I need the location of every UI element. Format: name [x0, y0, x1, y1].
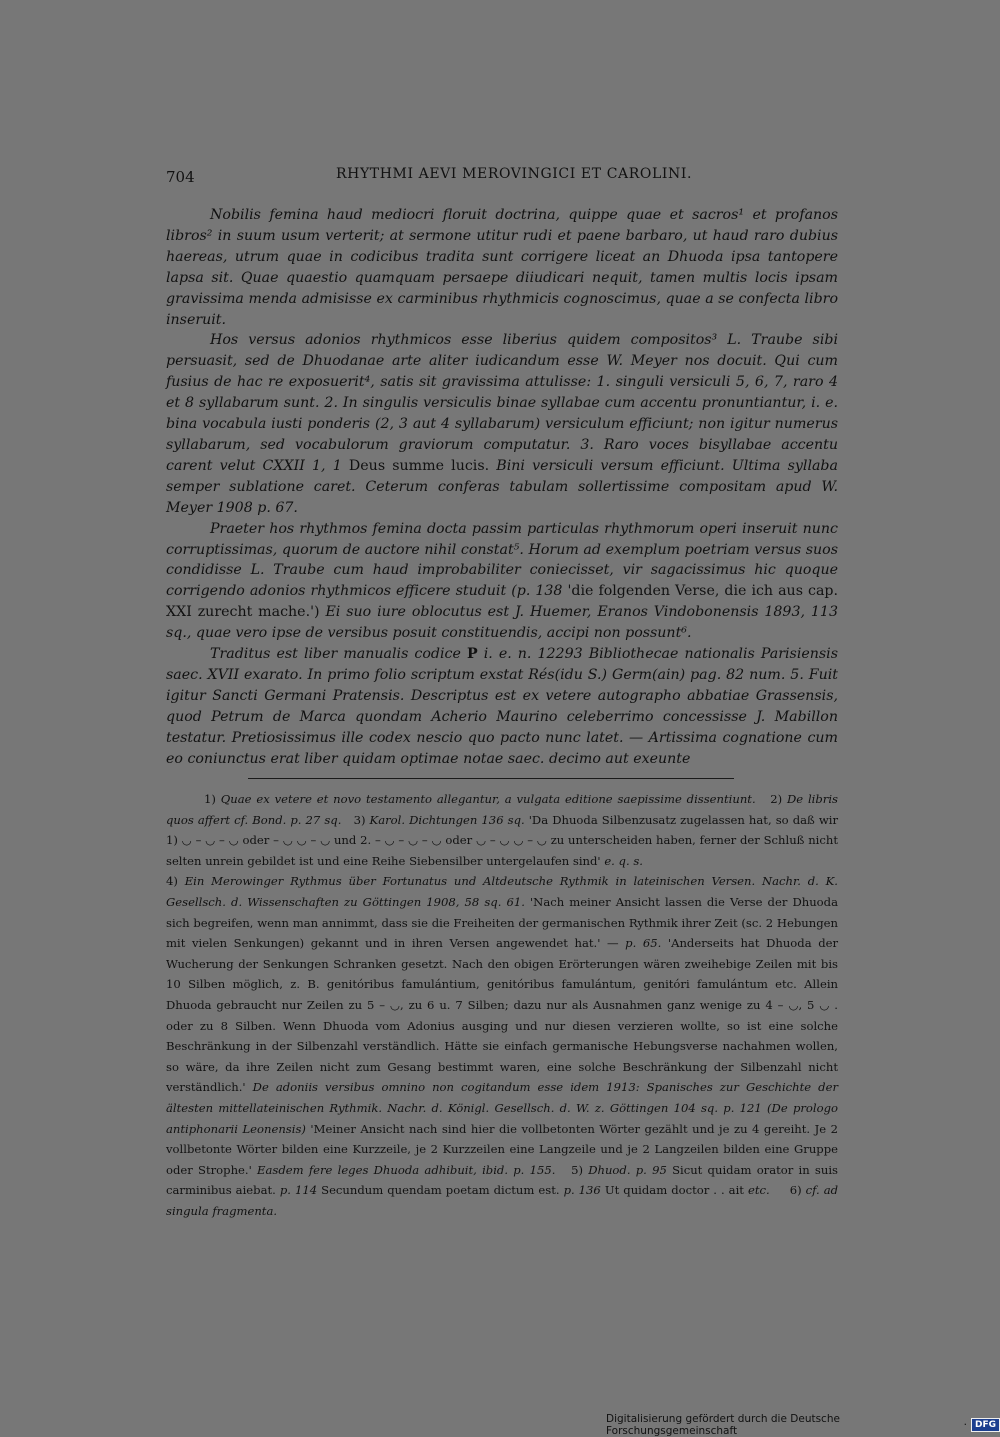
footnote-5-ref-3: p. 136: [563, 1183, 601, 1198]
paragraph-2: [166, 330, 838, 518]
footnote-number: 3): [353, 812, 366, 827]
footnote-block: [166, 789, 838, 1221]
running-title: RHYTHMI AEVI MEROVINGICI ET CAROLINI.: [336, 166, 693, 182]
footnote-4-ref-2: De adoniis versibus omnino non cogitandum esse idem 1913: Spanisches zur Geschichte der ältesten mittellateinischen Rythmik. Nachr. d. Königl. Gesellsch. d. W. z. Göttingen 104 sq. p. 121 (De prologo antiphonarii Leonensis): [166, 1080, 839, 1136]
german-quote: 'die folgenden Verse, die ich aus cap. XXI zurecht mache.'): [166, 583, 839, 621]
footnote-3-end: e. q. s.: [604, 853, 643, 868]
main-text: [166, 205, 838, 769]
footnote-5-text-1: Sicut quidam orator in suis carminibus aiebat.: [166, 1162, 839, 1198]
footnote-divider: [248, 778, 734, 779]
paragraph-4-text-a: Traditus est liber manualis codice: [210, 646, 461, 663]
footnote-number: 5): [571, 1162, 583, 1177]
footnote-number: 4): [166, 874, 178, 889]
footnote-4-page: p. 65.: [625, 936, 662, 951]
footnote-4-ref: Ein Merowinger Rythmus über Fortunatus und Altdeutsche Rythmik in lateinischen Versen. Nachr. d. K. Gesellsch. d. Wissenschaften zu Göttingen 1908, 58 sq. 61.: [166, 874, 838, 909]
footnote-1: Quae ex vetere et novo testamento allegantur, a vulgata editione saepissime dissentiunt.: [220, 792, 756, 806]
footnote-number: 6): [789, 1183, 802, 1198]
dfg-logo-icon: DFG: [971, 1418, 1000, 1432]
footnote-4-quote-2: 'Anderseits hat Dhuoda der Wucherung der Senkungen Schranken gesetzt. Nach den obigen Erörterungen wären zweihebige Zeilen mit bis 10 Silben möglich, z. B. genitóribus famulántium, genitóribus famulántum, genitóri famulántum etc. Allein Dhuoda gebraucht nur Zeilen zu 5 – ◡, zu 6 u. 7 Silben; dazu nur als Ausnahmen ganz wenige zu 4 – ◡, 5 ◡ . oder zu 8 Silben. Wenn Dhuoda vom Adonius ausging und nur diesen verzieren wollte, so ist eine solche Beschränkung in der Silbenzahl verständlich. Hätte sie einfach germanische Hebungsverse nachahmen wollen, so wäre, da ihre Zeilen nicht zum Gesang bestimmt waren, eine solche Beschränkung der Silbenzahl nicht verständlich.': [166, 936, 839, 1095]
footnote-3-ref: Karol. Dichtungen 136 sq.: [369, 812, 525, 827]
manuscript-siglum: P: [466, 646, 478, 663]
footnote-number: 2): [770, 792, 783, 806]
paragraph-4: [166, 644, 838, 769]
paragraph-2-text-b: Bini versiculi versum efficiunt. Ultima syllaba semper sublatione caret. Ceterum conferas tabulam sollertissime compositam apud W. Meyer 1908 p. 67.: [166, 457, 838, 516]
footnote-number: 1): [204, 792, 216, 806]
footnote-4-quote-3: 'Meiner Ansicht nach sind hier die vollbetonten Wörter gezählt und je zu 4 gereiht. Je 2 vollbetonte Wörter bilden eine Kurzzeile, je 2 Kurzzeilen eine Langzeile und je 2 Langzeilen bilden eine Gruppe oder Strophe.': [166, 1121, 838, 1177]
footnote-6: cf. ad singula fragmenta.: [166, 1183, 839, 1218]
footnote-5-ref-2: p. 114: [279, 1183, 318, 1198]
paragraph-3-text-a: Praeter hos rhythmos femina docta passim particulas rhythmorum operi inseruit nunc corruptissimas, quorum de auctore nihil constat⁵. Horum ad exemplum poetriam versus suos condidisse L. Traube cum haud improbabiliter coniecisset, vir sagacissimus hic quoque corrigendo adonios rhythmicos efficere studuit (p. 138: [166, 520, 838, 600]
footnote-4-quote: 'Nach meiner Ansicht lassen die Verse der Dhuoda sich begreifen, wenn man annimmt, dass sie die Freiheiten der germanischen Rythmik ihrer Zeit (sc. 2 Hebungen mit vielen Senkungen) gekannt und in ihren Versen angewendet hat.' —: [166, 894, 838, 951]
quoted-verse: Deus summe lucis.: [348, 457, 490, 474]
paragraph-3: [166, 519, 838, 644]
footnote-5-text-3: Ut quidam doctor . . ait: [604, 1183, 744, 1198]
footnote-5-text-2: Secundum quendam poetam dictum est.: [321, 1183, 560, 1198]
footnotes: [166, 789, 838, 1221]
paragraph-1: Nobilis femina haud mediocri floruit doctrina, quippe quae et sacros¹ et profanos libros² in suum usum verterit; at sermone utitur rudi et paene barbaro, ut haud raro dubius haereas, utrum quae in codicibus tradita sunt corrigere liceat an Dhuoda ipsa tantopere lapsa sit. Quae quaestio quamquam persaepe diiudicari nequit, tamen multis locis ipsam gravissima menda admisisse ex carminibus rhythmicis cognoscimus, quae a se confecta libro inseruit.: [166, 207, 838, 328]
digitization-credit: Digitalisierung gefördert durch die Deutsche Forschungsgemeinschaft · DFG: [606, 1413, 1000, 1437]
footnote-5-ref-1: Dhuod. p. 95: [588, 1162, 667, 1177]
paragraph-3-text-b: Ei suo iure oblocutus est J. Huemer, Eranos Vindobonensis 1893, 113 sq., quae vero ipse de versibus posuit constituendis, accipi non possunt⁶.: [166, 604, 838, 642]
footnote-5-ref-4: etc.: [747, 1183, 770, 1198]
credit-text: Digitalisierung gefördert durch die Deutsche Forschungsgemeinschaft: [606, 1413, 840, 1437]
paragraph-2-text-a: Hos versus adonios rhythmicos esse liberius quidem compositos³ L. Traube sibi persuasit, sed de Dhuodanae arte aliter iudicandum esse W. Meyer nos docuit. Qui cum fusius de hac re exposuerit⁴, satis sit gravissima attulisse: 1. singuli versiculi 5, 6, 7, raro 4 et 8 syllabarum sunt. 2. In singulis versiculis binae syllabae cum accentu pronuntiantur, i. e. bina vocabula iusti ponderis (2, 3 aut 4 syllabarum) versiculum efficiunt; non igitur numerus syllabarum, sed vocabulorum graviorum computatur. 3. Raro voces bisyllabae accentu carent velut CXXII 1, 1: [166, 332, 838, 474]
footnote-3-quote: 'Da Dhuoda Silbenzusatz zugelassen hat, so daß wir 1) ◡ – ◡ – ◡ oder – ◡ ◡ – ◡ und 2. – ◡ – ◡ – ◡ oder ◡ – ◡ ◡ – ◡ zu unterscheiden haben, ferner der Schluß nicht selten unrein gebildet ist und eine Reihe Siebensilber untergelaufen sind': [166, 812, 838, 868]
page-number: 704: [166, 168, 195, 186]
paragraph-4-text-b: i. e. n. 12293 Bibliothecae nationalis Parisiensis saec. XVII exarato. In primo folio scriptum exstat Rés(idu S.) Germ(ain) pag. 82 num. 5. Fuit igitur Sancti Germani Pratensis. Descriptus est ex vetere autographo abbatiae Grassensis, quod Petrum de Marca quondam Acherio Maurino celeberrimo concessisse J. Mabillon testatur. Pretiosissimus ille codex nescio quo pacto nunc latet. — Artissima cognatione cum eo coniunctus erat liber quidam optimae notae saec. decimo aut exeunte: [166, 646, 838, 767]
footnote-2: De libris quos affert cf. Bond. p. 27 sq.: [166, 792, 839, 827]
footnote-4-ref-3: Easdem fere leges Dhuoda adhibuit, ibid. p. 155.: [257, 1162, 556, 1177]
